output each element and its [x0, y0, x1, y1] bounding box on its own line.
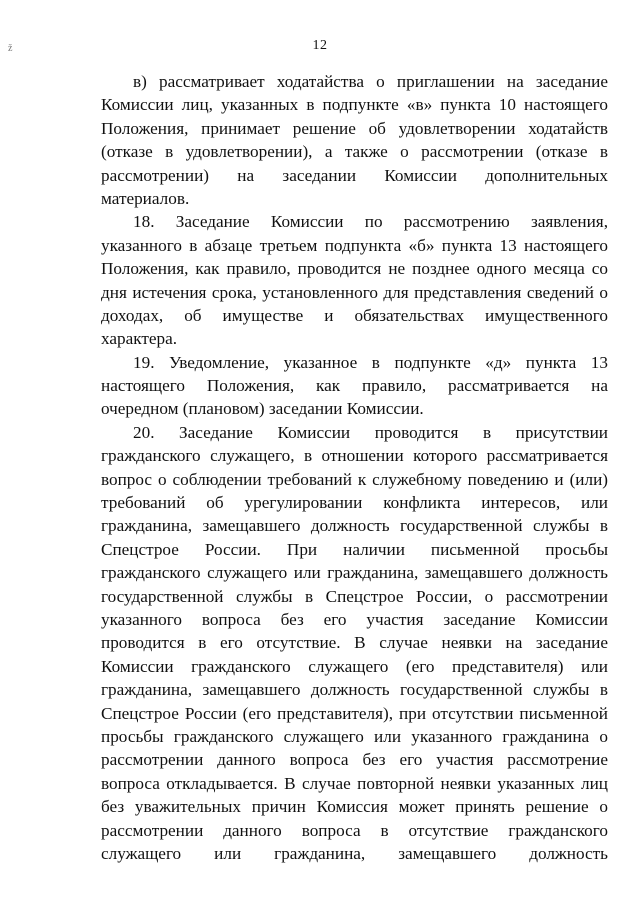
- text-line: Спецстрое России. При наличии письменной просьбы: [101, 539, 608, 559]
- text-line: Комиссии гражданского служащего (его представителя) или: [101, 656, 608, 676]
- text-line: просьбы гражданского служащего или указанного гражданина о: [101, 726, 608, 746]
- text-line: материалов.: [101, 188, 190, 208]
- page-number: 12: [312, 38, 328, 53]
- text-line: Положения, как правило, проводится не позднее одного месяца со: [101, 259, 608, 279]
- text-line: указанного в абзаце третьем подпункта «б» пункта 13 настоящего: [101, 235, 608, 255]
- text-line: Спецстрое России (его представителя), при отсутствии письменной: [101, 703, 608, 723]
- text-line: 19. Уведомление, указанное в подпункте «д» пункта 13: [133, 352, 608, 372]
- text-line: указанного вопроса без его участия заседание Комиссии: [101, 609, 608, 629]
- text-line: без уважительных причин Комиссия может принять решение о: [101, 797, 608, 817]
- text-line: очередном (плановом) заседании Комиссии.: [101, 399, 424, 419]
- text-line: вопрос о соблюдении требований к служебному поведению и (или): [101, 469, 608, 489]
- text-line: характера.: [101, 329, 178, 349]
- text-line: требований об урегулировании конфликта интересов, или: [101, 493, 608, 513]
- text-line: государственной службы в Спецстрое России, о рассмотрении: [101, 586, 608, 606]
- text-line: проводится в его отсутствие. В случае неявки на заседание: [101, 633, 608, 653]
- margin-mark: ž: [8, 43, 13, 54]
- text-line: гражданина, замещавшего должность государственной службы в: [101, 680, 608, 700]
- text-line: рассмотрении) на заседании Комиссии дополнительных: [101, 165, 608, 185]
- body-text: [101, 70, 608, 865]
- text-line: гражданского служащего или гражданина, замещавшего должность: [101, 563, 608, 583]
- text-line: служащего или гражданина, замещавшего должность: [101, 843, 608, 863]
- text-line: 18. Заседание Комиссии по рассмотрению заявления,: [133, 212, 608, 232]
- text-line: гражданского служащего, в отношении которого рассматривается: [101, 446, 608, 466]
- text-line: дня истечения срока, установленного для представления сведений о: [101, 282, 608, 302]
- text-line: (отказе в удовлетворении), а также о рассмотрении (отказе в: [101, 142, 608, 162]
- text-line: гражданина, замещавшего должность государственной службы в: [101, 516, 608, 536]
- text-line: 20. Заседание Комиссии проводится в присутствии: [133, 422, 608, 442]
- text-line: настоящего Положения, как правило, рассматривается на: [101, 376, 608, 396]
- text-line: рассмотрении данного вопроса в отсутствие гражданского: [101, 820, 608, 840]
- text-line: в) рассматривает ходатайства о приглашении на заседание: [133, 72, 608, 91]
- text-line: рассмотрении данного вопроса без его участия рассмотрение: [101, 750, 608, 770]
- text-line: вопроса откладывается. В случае повторной неявки указанных лиц: [101, 773, 608, 793]
- text-line: Положения, принимает решение об удовлетворении ходатайств: [101, 118, 608, 138]
- text-line: Комиссии лиц, указанных в подпункте «в» пункта 10 настоящего: [101, 95, 608, 115]
- text-line: доходах, об имуществе и обязательствах имущественного: [101, 305, 608, 325]
